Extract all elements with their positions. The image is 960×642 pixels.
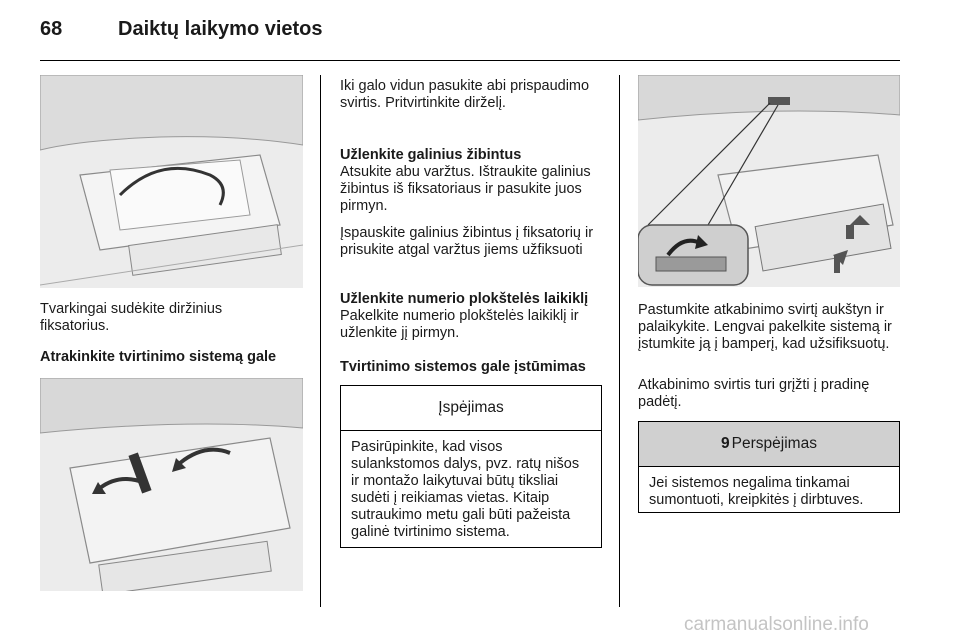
- heading-fold-plate-holder: Užlenkite numerio plokštelės laikiklį: [340, 291, 589, 307]
- watermark: carmanualsonline.info: [684, 614, 869, 635]
- warning-title: Perspėjimas: [731, 435, 817, 452]
- heading-fold-rear-lights: Užlenkite galinius žibintus: [340, 147, 522, 163]
- warning-text: Jei sistemos negalima tinkamai sumontuoti, kreipkitės į dirbtuves.: [649, 475, 864, 508]
- notice-text: Pasirūpinkite, kad visos sulankstomos dalys, pvz. ratų nišos ir montažo laikytuvai būtų tiksliai sudėti į reikiamas vietas. Kitaip sutraukimo metu gali būti pažeista galinė tvirtinimo sistema.: [351, 439, 580, 540]
- heading-push-in-system: Tvirtinimo sistemos gale įstūmimas: [340, 359, 586, 375]
- warning-header: [639, 422, 899, 467]
- page-title: Daiktų laikymo vietos: [118, 18, 323, 40]
- illustration-strap-fixing: [40, 75, 303, 288]
- column-divider-2: [619, 75, 620, 607]
- paragraph-unscrew-lights: Atsukite abu varžtus. Ištraukite galinius žibintus iš fiksatoriaus ir pasukite juos pirmyn.: [340, 164, 591, 214]
- notice-box: [340, 385, 602, 548]
- warning-box: [638, 421, 900, 513]
- notice-title: Įspėjimas: [341, 386, 601, 431]
- illustration-push-system-bumper: [638, 75, 900, 287]
- paragraph-turn-levers: Iki galo vidun pasukite abi prispaudimo svirtis. Pritvirtinkite dirželį.: [340, 78, 590, 111]
- column-divider-1: [320, 75, 321, 607]
- warning-icon: 9: [721, 435, 730, 452]
- paragraph-lever-return: Atkabinimo svirtis turi grįžti į pradinę padėtį.: [638, 377, 870, 410]
- paragraph-lift-plate-holder: Pakelkite numerio plokštelės laikiklį ir užlenkite jį pirmyn.: [340, 308, 579, 341]
- paragraph-press-lights: Įspauskite galinius žibintus į fiksatorių ir prisukite atgal varžtus jiems užfiksuoti: [340, 225, 594, 258]
- heading-unlock-rear-system: Atrakinkite tvirtinimo sistemą gale: [40, 349, 277, 365]
- paragraph-push-release-lever: Pastumkite atkabinimo svirtį aukštyn ir palaikykite. Lengvai pakelkite sistemą ir įstumkite ją į bamperį, kad užsifiksuotų.: [638, 302, 892, 352]
- header-rule: [40, 60, 900, 61]
- illustration-unlock-levers: [40, 378, 303, 591]
- page-number: 68: [40, 18, 63, 40]
- caption-strap-fixing: Tvarkingai sudėkite diržinius fiksatorius.: [40, 301, 223, 334]
